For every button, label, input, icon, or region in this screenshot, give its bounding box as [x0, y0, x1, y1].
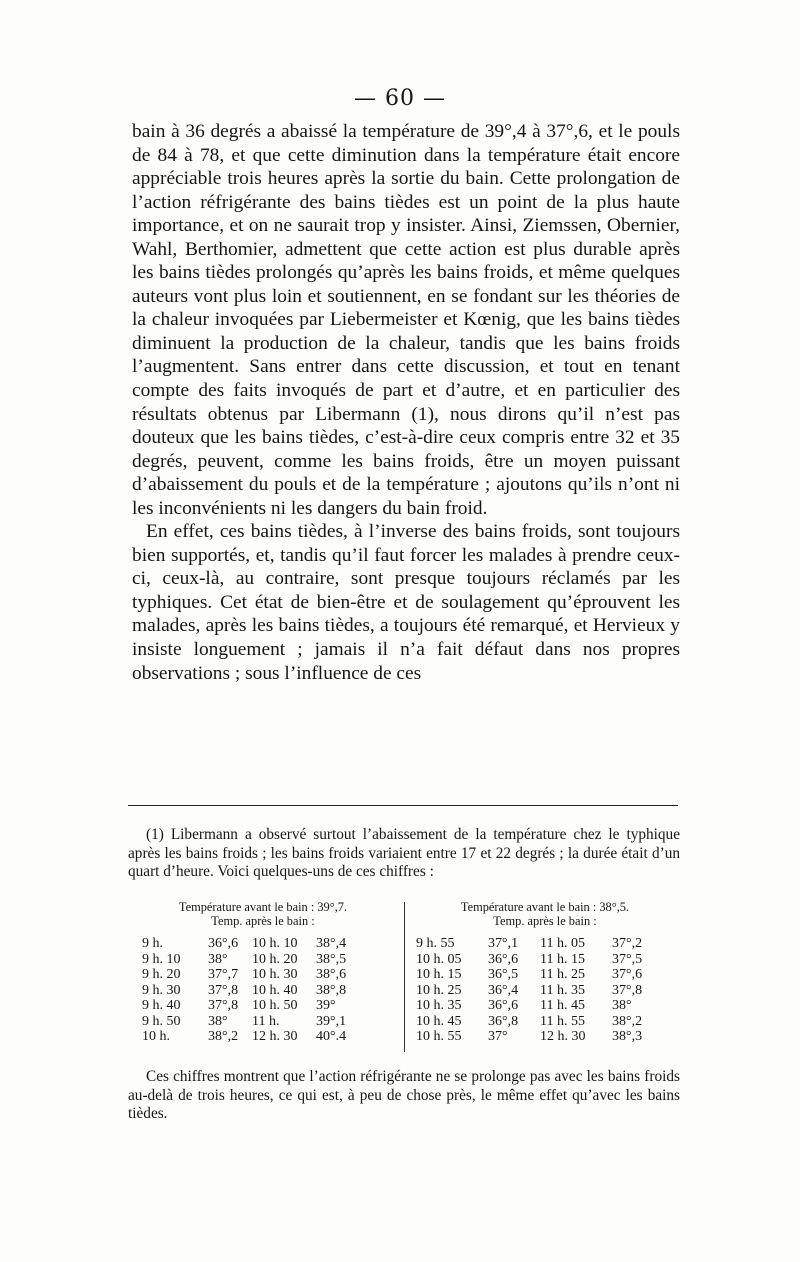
temp-cell: 38°,5	[316, 951, 347, 967]
page-number: — 60 —	[354, 86, 446, 111]
time-cell: 11 h. 45	[540, 998, 585, 1013]
footnote	[128, 826, 680, 882]
table-row	[128, 1029, 398, 1045]
footnote-conclusion-block	[128, 1068, 680, 1124]
temp-cell: 38°,2	[208, 1029, 239, 1044]
temp-cell: 38°,4	[316, 936, 347, 951]
temp-cell: 38°,6	[316, 967, 347, 982]
time-cell: 10 h. 25	[416, 982, 462, 998]
time-cell: 10 h. 30	[252, 967, 298, 982]
table-subheading: Temp. après le bain :	[211, 914, 315, 928]
table-left-column	[128, 900, 398, 1045]
temp-cell: 38°	[612, 998, 632, 1013]
time-cell: 9 h. 40	[142, 998, 181, 1013]
time-cell: 12 h. 30	[252, 1029, 298, 1044]
temp-cell: 36°,6	[208, 936, 239, 951]
time-cell: 10 h. 35	[416, 998, 462, 1013]
temp-cell: 38°,2	[612, 1013, 643, 1029]
time-cell: 10 h.	[142, 1029, 170, 1044]
time-cell: 9 h.	[142, 936, 163, 951]
temp-cell: 37°,8	[612, 982, 643, 998]
table-row	[410, 952, 680, 968]
table-row	[410, 1029, 680, 1045]
table-row	[128, 1014, 398, 1030]
column-divider	[404, 902, 405, 1052]
temp-cell: 37°,5	[612, 951, 643, 967]
time-cell: 9 h. 55	[416, 936, 455, 951]
table-heading	[410, 900, 680, 928]
time-cell: 10 h. 40	[252, 982, 298, 998]
body-text	[132, 120, 680, 685]
temp-cell: 37°,2	[612, 936, 643, 951]
temp-cell: 36°,5	[488, 967, 519, 982]
footnote-separator	[128, 805, 678, 806]
table-row	[128, 952, 398, 968]
time-cell: 11 h. 25	[540, 967, 585, 982]
time-cell: 10 h. 55	[416, 1029, 462, 1044]
temp-cell: 37°,8	[208, 998, 239, 1013]
table-heading-text: Température avant le bain : 39°,7.	[178, 900, 348, 914]
temp-cell: 36°,6	[488, 951, 519, 967]
time-cell: 10 h. 50	[252, 998, 298, 1013]
table-row	[410, 967, 680, 983]
table-row	[410, 998, 680, 1014]
time-cell: 11 h.	[252, 1013, 280, 1029]
temperature-table	[128, 900, 680, 1060]
table-rows	[410, 936, 680, 1045]
table-rows	[128, 936, 398, 1045]
time-cell: 10 h. 45	[416, 1013, 462, 1029]
time-cell: 10 h. 15	[416, 967, 462, 982]
paragraph: En effet, ces bains tièdes, à l’inverse des bains froids, sont toujours bien supportés, et, tandis qu’il faut forcer les malades à prendre ceux-ci, ceux-là, au contraire, sont presque toujours réclamés par les typhiques. Cet état de bien-être et de soulagement qu’éprouvent les malades, après les bains tièdes, a toujours été remarqué, et Hervieux y insiste longuement ; jamais il n’a fait défaut dans nos propres observations ; sous l’influence de ces	[132, 521, 680, 684]
time-cell: 9 h. 10	[142, 951, 181, 967]
temp-cell: 39°,1	[316, 1013, 347, 1029]
paragraph: bain à 36 degrés a abaissé la température de 39°,4 à 37°,6, et le pouls de 84 à 78, et que cette diminution dans la température était encore appréciable trois heures après la sortie du bain. Cette prolongation de l’action réfrigérante des bains tièdes est un point de la plus haute importance, et on ne saurait trop y insister. Ainsi, Ziemssen, Obernier, Wahl, Berthomier, admettent que cette action est plus durable après les bains tièdes prolongés qu’après les bains froids, et même quelques auteurs vont plus loin et soutiennent, en se fondant sur les théories de la chaleur invoquées par Liebermeister et Kœnig, que les bains tièdes diminuent la production de la chaleur, tandis que les bains froids l’augmentent. Sans entrer dans cette discussion, et tout en tenant compte des faits invoqués de part et d’autre, et en particulier des résultats obtenus par Libermann (1), nous dirons qu’il n’est pas douteux que les bains tièdes, c’est-à-dire ceux compris entre 32 et 35 degrés, peuvent, comme les bains froids, être un moyen puissant d’abaissement du pouls et de la température ; ajoutons qu’ils n’ont ni les inconvénients ni les dangers du bain froid.	[132, 121, 680, 519]
table-row	[128, 998, 398, 1014]
table-row	[410, 1014, 680, 1030]
footnote-conclusion: Ces chiffres montrent que l’action réfrigérante ne se prolonge pas avec les bains froids au-delà de trois heures, ce qui est, à peu de chose près, le même effet qu’avec les bains tièdes.	[128, 1068, 680, 1122]
time-cell: 9 h. 20	[142, 967, 181, 982]
time-cell: 10 h. 05	[416, 951, 462, 967]
time-cell: 11 h. 15	[540, 951, 585, 967]
table-row	[128, 983, 398, 999]
table-row	[410, 936, 680, 952]
table-row	[128, 936, 398, 952]
temp-cell: 36°,8	[488, 1013, 519, 1029]
temp-cell: 37°	[488, 1029, 508, 1044]
temp-cell: 36°,6	[488, 998, 519, 1013]
temp-cell: 39°	[316, 998, 336, 1013]
table-heading-text: Température avant le bain : 38°,5.	[460, 900, 630, 914]
table-heading	[128, 900, 398, 928]
time-cell: 12 h. 30	[540, 1029, 586, 1044]
temp-cell: 36°,4	[488, 982, 519, 998]
time-cell: 11 h. 55	[540, 1013, 585, 1029]
time-cell: 9 h. 30	[142, 982, 181, 998]
temp-cell: 37°,7	[208, 967, 239, 982]
table-subheading: Temp. après le bain :	[493, 914, 597, 928]
table-row	[410, 983, 680, 999]
time-cell: 10 h. 10	[252, 936, 298, 951]
time-cell: 11 h. 05	[540, 936, 585, 951]
table-row	[128, 967, 398, 983]
time-cell: 9 h. 50	[142, 1013, 181, 1029]
temp-cell: 37°,1	[488, 936, 519, 951]
time-cell: 11 h. 35	[540, 982, 585, 998]
temp-cell: 38°	[208, 1013, 228, 1029]
temp-cell: 37°,8	[208, 982, 239, 998]
time-cell: 10 h. 20	[252, 951, 298, 967]
temp-cell: 38°,8	[316, 982, 347, 998]
footnote-intro: (1) Libermann a observé surtout l’abaissement de la température chez le typhique après les bains froids ; les bains froids variaient entre 17 et 22 degrés ; la durée était d’un quart d’heure. Voici quelques-uns de ces chiffres :	[128, 826, 680, 880]
temp-cell: 38°	[208, 951, 228, 967]
temp-cell: 37°,6	[612, 967, 643, 982]
temp-cell: 38°,3	[612, 1029, 643, 1044]
temp-cell: 40°.4	[316, 1029, 347, 1044]
table-right-column	[410, 900, 680, 1045]
